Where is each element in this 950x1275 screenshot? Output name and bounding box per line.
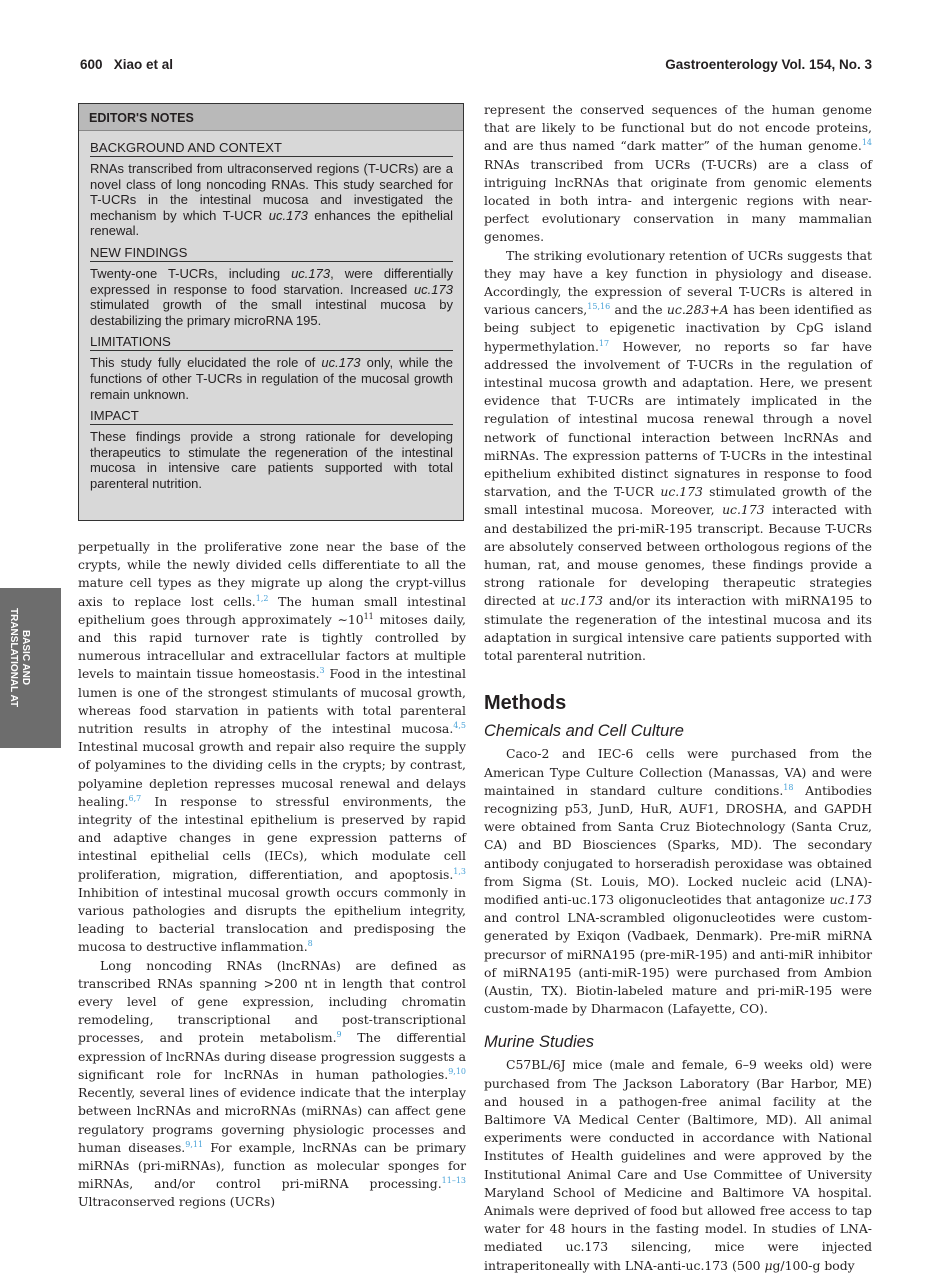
limitations-body: This study fully elucidated the role of uc.173 only, while the functions of other T-UCRs in regulation of the mucosal growth remain unknown. [90,355,454,402]
editors-notes-content [79,131,463,492]
left-paragraph-1: perpetually in the proliferative zone near the base of the crypts, while the newly divided cells differentiate to all the mature cell types as they migrate up along the crypt-villus axis to replace lost cells.$^{1,2}$ The human small intestinal epithelium goes through approximately $\sim 10^{11}$ mitoses daily, and this rapid turnover rate is tightly controlled by numerous intracellular and extracellular factors at multiple levels to maintain tissue homeostasis.$^3$ Food in the intestinal lumen is one of the strongest stimulants of mucosal growth, whereas food starvation in patients with total parenteral nutrition results in atrophy of the intestinal mucosa.$^{4,5}$ Intestinal mucosal growth and repair also require the supply of polyamines to the dividing cells in the crypts; by contrast, polyamine depletion represses mucosal renewal and delays healing.$^{6,7}$ In response to stressful environments, the integrity of the intestinal epithelium is preserved by rapid and adaptive changes in gene expression patterns of intestinal epithelial cells (IECs), which modulate cell proliferation, migration, differentiation, and apoptosis.$^{1,3}$ Inhibition of intestinal mucosal growth occurs commonly in various pathologies and disrupts the epithelium integrity, leading to bacterial translocation and predisposing the mucosa to destructive inflammation.$^8$ [78,539,466,955]
running-header-page-author: 600 Xiao et al [80,57,174,72]
citation[interactable]: 4,5 [453,720,466,730]
citation[interactable]: 3 [319,666,325,676]
citation[interactable]: 18 [783,782,794,792]
new-findings-heading: NEW FINDINGS [90,245,453,262]
citation[interactable]: 11–13 [441,1175,466,1185]
methods-heading: Methods [484,692,567,715]
right-paragraph-2: The striking evolutionary retention of UCRs suggests that they may have a key function in physiology and disease. Accordingly, the expression of several T-UCRs is altered in various cancers,$^{15,16}$ and the uc.283+A has been identified as being subject to epigenetic inactivation by CpG island hypermethylation.$^{17}$ However, no reports so far have addressed the involvement of T-UCRs in the regulation of intestinal mucosa growth and adaptation. Here, we present evidence that T-UCRs are intimately implicated in the regulation of intestinal mucosa renewal through a novel network of functional interaction between lncRNAs and miRNAs. The expression patterns of T-UCRs in the intestinal epithelium exhibited distinct signatures in response to food starvation, and the T-UCR uc.173 stimulated growth of the small intestinal mucosa. Moreover, uc.173 interacted with and destabilized the pri-miR-195 transcript. Because T-UCRs are absolutely conserved between orthologous regions of the human, rat, and mouse genomes, these findings provide a strong rationale for developing therapeutic strategies directed at uc.173 and/or its interaction with miRNA195 to stimulate the regeneration of the intestinal mucosa and its adaptation in surgical intensive care patients supported with total parenteral nutrition. [484,247,873,664]
citation[interactable]: 6,7 [128,793,142,803]
left-paragraph-2: Long noncoding RNAs (lncRNAs) are defined as transcribed RNAs spanning >200 nt in length that control every level of gene expression, including chromatin remodeling, transcriptional and post-transcriptional processes, and protein metabolism.$^9$ The differential expression of lncRNAs during disease progression suggests a significant role for lncRNAs in human pathologies.$^{9,10}$ Recently, several lines of evidence indicate that the interplay between lncRNAs and microRNAs (miRNAs) can affect gene regulatory programs governing physiologic processes and human diseases.$^{9,11}$ For example, lncRNAs can be primary miRNAs (pri-miRNAs), function as molecular sponges for miRNAs, and/or control pri-miRNA processing.$^{11-13}$ Ultraconserved regions (UCRs) [78,957,467,1210]
running-header-journal: Gastroenterology Vol. 154, No. 3 [665,57,872,72]
citation[interactable]: 15,16 [587,302,611,312]
murine-paragraph: C57BL/6J mice (male and female, 6–9 weeks old) were purchased from The Jackson Laboratory (Bar Harbor, ME) and housed in a pathogen-free animal facility at the Baltimore VA Medical Center (Baltimore, MD). All animal experiments were conducted in accordance with National Institutes of Health guidelines and were approved by the Institutional Animal Care and Use Committee of University Maryland School of Medicine and Baltimore VA hospital. Animals were deprived of food but allowed free access to tap water for 48 hours in the fasting model. In studies of LNA-mediated uc.173 silencing, mice were injected intraperitoneally with LNA-anti-uc.173 (500 μg/100-g body [484,1057,872,1273]
side-tab-line1: BASIC AND [20,629,31,686]
side-tab-line2: TRANSLATIONAL AT [8,608,19,708]
editors-notes-box [78,103,464,521]
chemicals-paragraph: Caco-2 and IEC-6 cells were purchased from the American Type Culture Collection (Manassas, VA) and were maintained in standard culture conditions.$^{18}$ Antibodies recognizing p53, JunD, HuR, AUF1, DROSHA, and GAPDH were obtained from Santa Cruz Biotechnology (Santa Cruz, CA) and BD Biosciences (Sparks, MD). The secondary antibody conjugated to horseradish peroxidase was obtained from Sigma (St. Louis, MO). Locked nucleic acid (LNA)-modified anti-uc.173 oligonucleotides that antagonize uc.173 and control LNA-scrambled oligonucleotides were custom-generated by Exiqon (Vadbaek, Denmark). Pre-miR miRNA precursor of miRNA195 (pre-miR-195) and anti-miR inhibitor of miRNA195 (anti-miR-195) were purchased from Ambion (Austin, TX). Biotin-labeled mature and pri-miR-195 were custom-made by Dharmacon (Lafayette, CO). [484,746,873,1017]
citation[interactable]: 9,10 [448,1066,466,1076]
limitations-heading: LIMITATIONS [90,334,453,351]
impact-body: These findings provide a strong rationale for developing therapeutics to stimulate the regeneration of the intestinal mucosa in intensive care patients supported with total parenteral nutrition. [90,429,453,491]
new-findings-body: Twenty-one T-UCRs, including uc.173, were differentially expressed in response to food starvation. Increased uc.173 stimulated growth of the small intestinal mucosa by destabilizing the primary microRNA 195. [90,265,453,328]
citation[interactable]: 8 [307,939,313,949]
editors-notes-title: EDITOR'S NOTES [79,104,463,131]
citation[interactable]: 9 [336,1030,342,1040]
right-paragraph-1: represent the conserved sequences of the human genome that are likely to be functional but do not encode proteins, and are thus named “dark matter” of the human genome.$^{14}$ RNAs transcribed from UCRs (T-UCRs) are a class of intriguing lncRNAs that originate from genomic elements located in both intra- and intergenic regions with near-perfect evolutionary conservation in many mammalian genomes. [484,102,872,245]
section-side-tab [0,588,61,748]
citation[interactable]: 1,2 [255,593,269,603]
chemicals-subheading: Chemicals and Cell Culture [484,722,684,741]
background-body: RNAs transcribed from ultraconserved regions (T-UCRs) are a novel class of long noncoding RNAs. This study searched for T-UCRs in the intestinal mucosa and investigated the mechanism by which T-UCR uc.173 enhances the epithelial renewal. [90,161,453,239]
background-heading: BACKGROUND AND CONTEXT [90,140,453,157]
citation[interactable]: 1,3 [453,866,466,876]
side-tab-label [7,608,31,707]
murine-subheading: Murine Studies [484,1033,595,1052]
right-column [484,101,872,1275]
citation[interactable]: 17 [598,338,610,348]
citation[interactable]: 9,11 [185,1139,204,1149]
citation[interactable]: 14 [861,138,872,148]
impact-heading: IMPACT [90,408,453,425]
left-column [78,538,466,1212]
